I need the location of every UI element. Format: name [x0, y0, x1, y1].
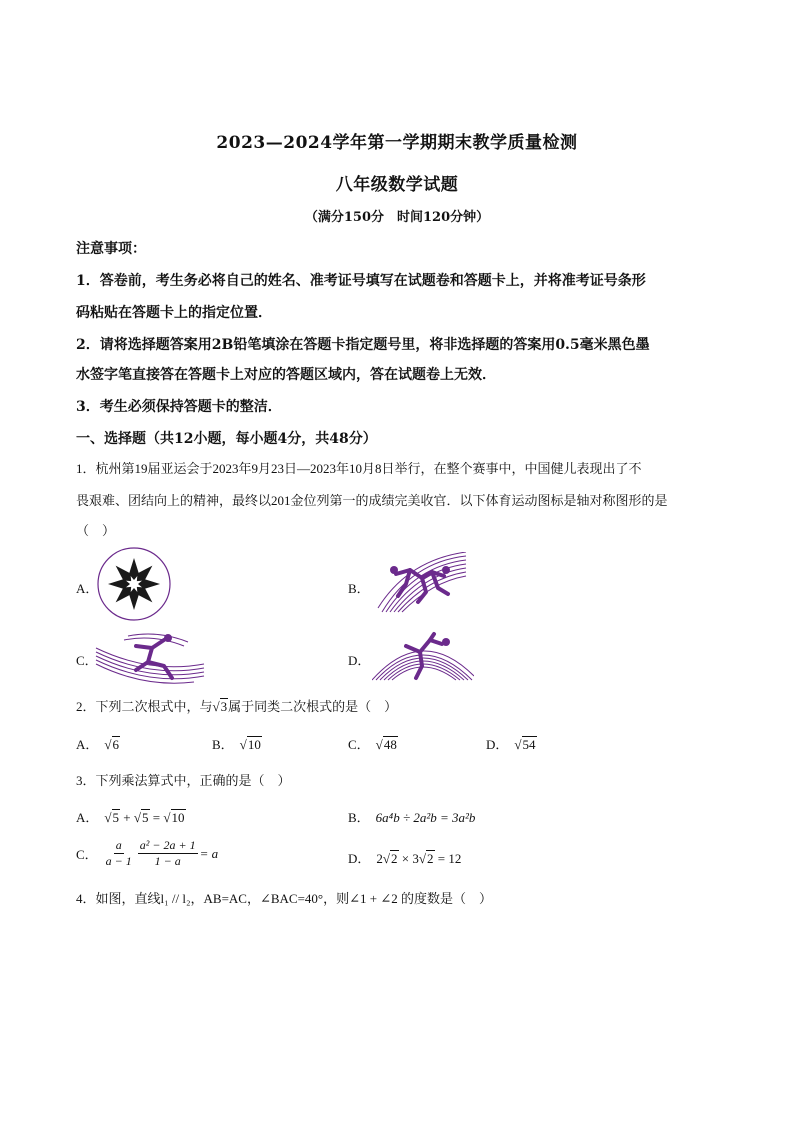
note-1-line-1: 1．答卷前，考生务必将自己的姓名、准考证号填写在试题卷和答题卡上，并将准考证号条形: [76, 273, 646, 289]
flower-emblem-icon: [96, 546, 172, 622]
q3-d-radicand-2: 2: [427, 851, 434, 866]
note-3: 3．考生必须保持答题卡的整洁．: [76, 399, 282, 415]
q2-option-c: C． √48: [348, 737, 397, 752]
q3-option-b-label: B．: [348, 810, 370, 825]
q2-stem-radicand: 3: [220, 699, 228, 714]
q3-d-equals: = 12: [434, 851, 462, 866]
q2-option-b-label: B．: [212, 737, 234, 752]
q2-option-b-radicand: 10: [247, 737, 261, 752]
q2-option-c-radicand: 48: [383, 737, 397, 752]
q3-a-plus: +: [120, 810, 134, 825]
q3-option-c-label: C．: [76, 847, 98, 862]
q4-stem: 4．如图，直线l₁ // l₂，AB=AC，∠BAC=40°，则∠1 + ∠2 的度数是（ ）: [76, 891, 492, 906]
q3-option-b: [348, 807, 475, 826]
section-heading: 一、选择题（共12小题，每小题4分，共48分）: [76, 431, 377, 447]
q2-option-a-radicand: 6: [112, 737, 120, 752]
diving-icon: [372, 630, 474, 682]
q2-option-d-label: D．: [486, 737, 509, 752]
q3-a-radicand-3: 10: [171, 810, 185, 825]
q1-option-d-label: D．: [348, 653, 371, 668]
q2-option-d: D． √54: [486, 737, 536, 752]
q3-a-radicand-2: 5: [142, 810, 149, 825]
q1-option-c-label: C．: [76, 653, 98, 668]
q2-stem-pre: 2．下列二次根式中，与: [76, 699, 213, 714]
q3-d-coef: 2: [376, 851, 383, 866]
q3-c-fraction-1: [104, 838, 134, 869]
q1-line-3: （ ）: [76, 523, 116, 538]
q3-c-den-1: a − 1: [105, 854, 132, 868]
q3-option-d: D． 2√2 × 3√2 = 12: [348, 851, 462, 866]
q3-c-num-2: a² − 2a + 1: [139, 838, 196, 852]
q3-c-den-2: 1 − a: [154, 854, 181, 868]
wrestling-icon: [372, 552, 468, 614]
q1-option-b-label: B．: [348, 581, 370, 596]
note-1-line-2: 码粘贴在答题卡上的指定位置．: [76, 305, 272, 321]
q1-line-2: 畏艰难、团结向上的精神，最终以201金位列第一的成绩完美收官．以下体育运动图标是轴对称图形的是: [76, 493, 668, 508]
q1-line-1: 1．杭州第19届亚运会于2023年9月23日—2023年10月8日举行，在整个赛事中，中国健儿表现出了不: [76, 461, 642, 476]
q3-option-b-expr: 6a⁴b ÷ 2a²b = 3a²b: [375, 810, 476, 825]
q3-c-equals: = a: [199, 845, 219, 861]
note-2-line-1: 2．请将选择题答案用2B铅笔填涂在答题卡指定题号里，将非选择题的答案用0.5毫米黑色墨: [76, 337, 650, 353]
q3-stem: 3．下列乘法算式中，正确的是（ ）: [76, 773, 291, 788]
exam-title: 2023—2024学年第一学期期末教学质量检测: [216, 133, 578, 153]
q2-option-a-label: A．: [76, 737, 99, 752]
q2-option-c-label: C．: [348, 737, 370, 752]
q2-option-a: A． √6: [76, 737, 120, 752]
exam-subtitle: 八年级数学试题: [335, 175, 459, 195]
notes-heading: 注意事项：: [76, 241, 146, 257]
q3-d-times: × 3: [398, 851, 419, 866]
exam-info: （满分150分 时间120分钟）: [304, 210, 490, 225]
q3-c-num-1: a: [115, 838, 122, 852]
q3-option-a: A． √5 + √5 = √10: [76, 810, 185, 825]
q3-option-a-label: A．: [76, 810, 99, 825]
q2-stem-post: 属于同类二次根式的是（ ）: [228, 699, 398, 714]
note-2-line-2: 水签字笔直接答在答题卡上对应的答题区域内，答在试题卷上无效．: [76, 367, 496, 383]
q3-a-equals: =: [149, 810, 164, 825]
q3-c-fraction-2: [138, 838, 198, 869]
q3-a-radicand-1: 5: [112, 810, 120, 825]
q2-stem: [76, 696, 397, 715]
running-icon: [94, 632, 206, 684]
q3-option-d-label: D．: [348, 851, 371, 866]
sqrt-3: √3: [212, 699, 228, 714]
q2-option-d-radicand: 54: [522, 737, 536, 752]
q1-option-a-label: A．: [76, 581, 99, 596]
q2-option-b: B． √10: [212, 737, 261, 752]
q3-d-radicand-1: 2: [391, 851, 398, 866]
q3-option-c: [76, 838, 218, 869]
